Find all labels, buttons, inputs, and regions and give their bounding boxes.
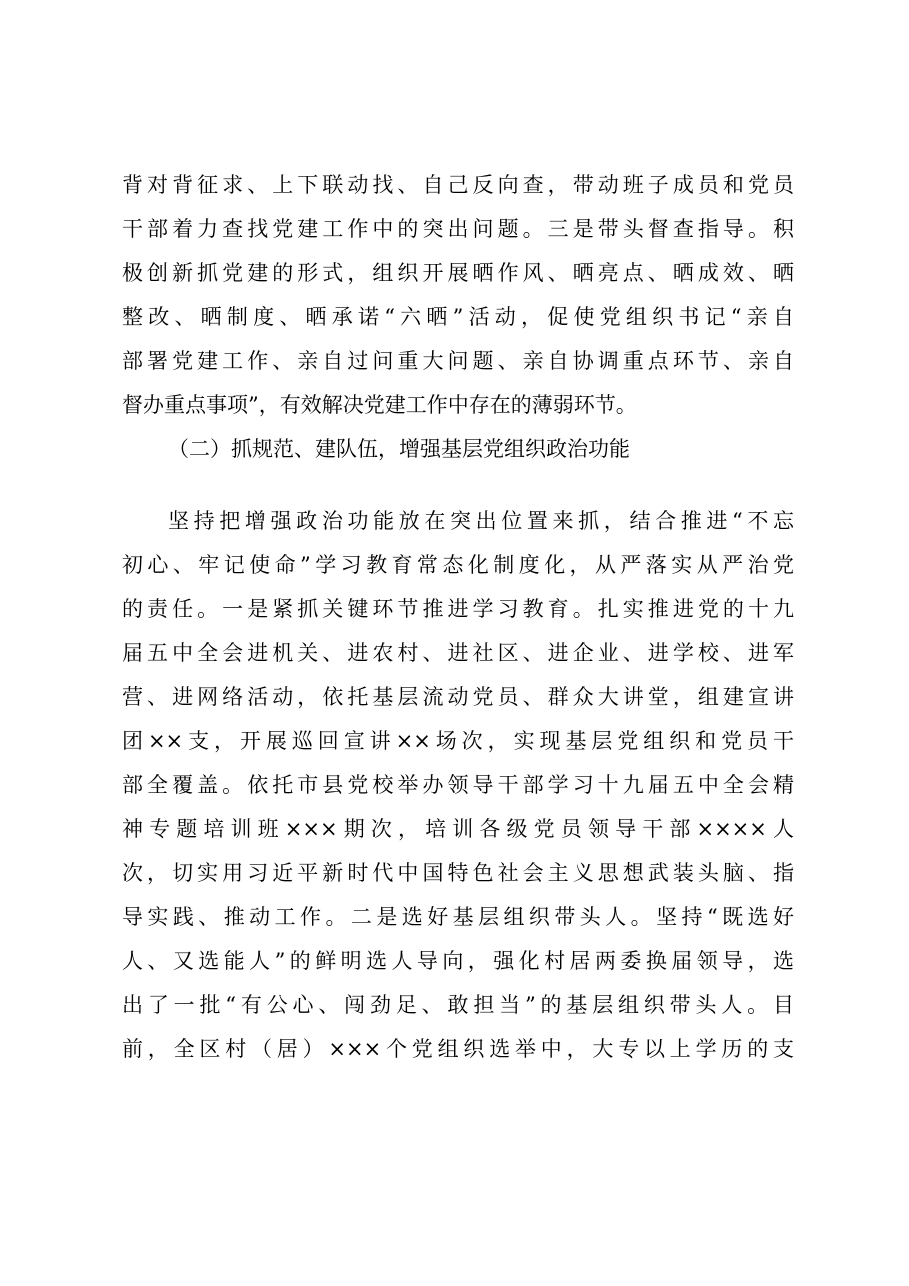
paragraph-1-line-6: 督办重点事项”，有效解决党建工作中存在的薄弱环节。: [122, 393, 637, 417]
paragraph-2-line-7: 部全覆盖。依托市县党校举办领导干部学习十九届五中全会精: [122, 773, 794, 797]
paragraph-1-line-4: 整改、晒制度、晒承诺“六晒”活动，促使党组织书记“亲自: [122, 305, 794, 329]
paragraph-2-line-12: 出了一批“有公心、闯劲足、敢担当”的基层组织带头人。目: [122, 993, 794, 1017]
paragraph-2-line-1: 坚持把增强政治功能放在突出位置来抓，结合推进“不忘: [168, 509, 794, 533]
paragraph-2-line-8: 神专题培训班×××期次，培训各级党员领导干部××××人: [122, 817, 794, 841]
paragraph-2-line-6: 团××支，开展巡回宣讲××场次，实现基层党组织和党员干: [122, 729, 794, 753]
paragraph-1-line-2: 干部着力查找党建工作中的突出问题。三是带头督查指导。积: [122, 217, 794, 241]
paragraph-1-line-1: 背对背征求、上下联动找、自己反向查，带动班子成员和党员: [122, 173, 794, 197]
section-heading: （二）抓规范、建队伍，增强基层党组织政治功能: [168, 437, 630, 461]
paragraph-2-line-11: 人、又选能人”的鲜明选人导向，强化村居两委换届领导，选: [122, 949, 794, 973]
paragraph-2-line-9: 次，切实用习近平新时代中国特色社会主义思想武装头脑、指: [122, 861, 794, 885]
paragraph-2-line-3: 的责任。一是紧抓关键环节推进学习教育。扎实推进党的十九: [122, 597, 794, 621]
paragraph-2-line-4: 届五中全会进机关、进农村、进社区、进企业、进学校、进军: [122, 641, 794, 665]
paragraph-1-line-5: 部署党建工作、亲自过问重大问题、亲自协调重点环节、亲自: [122, 349, 794, 373]
paragraph-1-line-3: 极创新抓党建的形式，组织开展晒作风、晒亮点、晒成效、晒: [122, 261, 794, 285]
paragraph-2-line-5: 营、进网络活动，依托基层流动党员、群众大讲堂，组建宣讲: [122, 685, 794, 709]
paragraph-2-line-10: 导实践、推动工作。二是选好基层组织带头人。坚持“既选好: [122, 905, 794, 929]
paragraph-2-line-13: 前，全区村（居）×××个党组织选举中，大专以上学历的支: [122, 1037, 794, 1061]
paragraph-2-line-2: 初心、牢记使命”学习教育常态化制度化，从严落实从严治党: [122, 553, 794, 577]
